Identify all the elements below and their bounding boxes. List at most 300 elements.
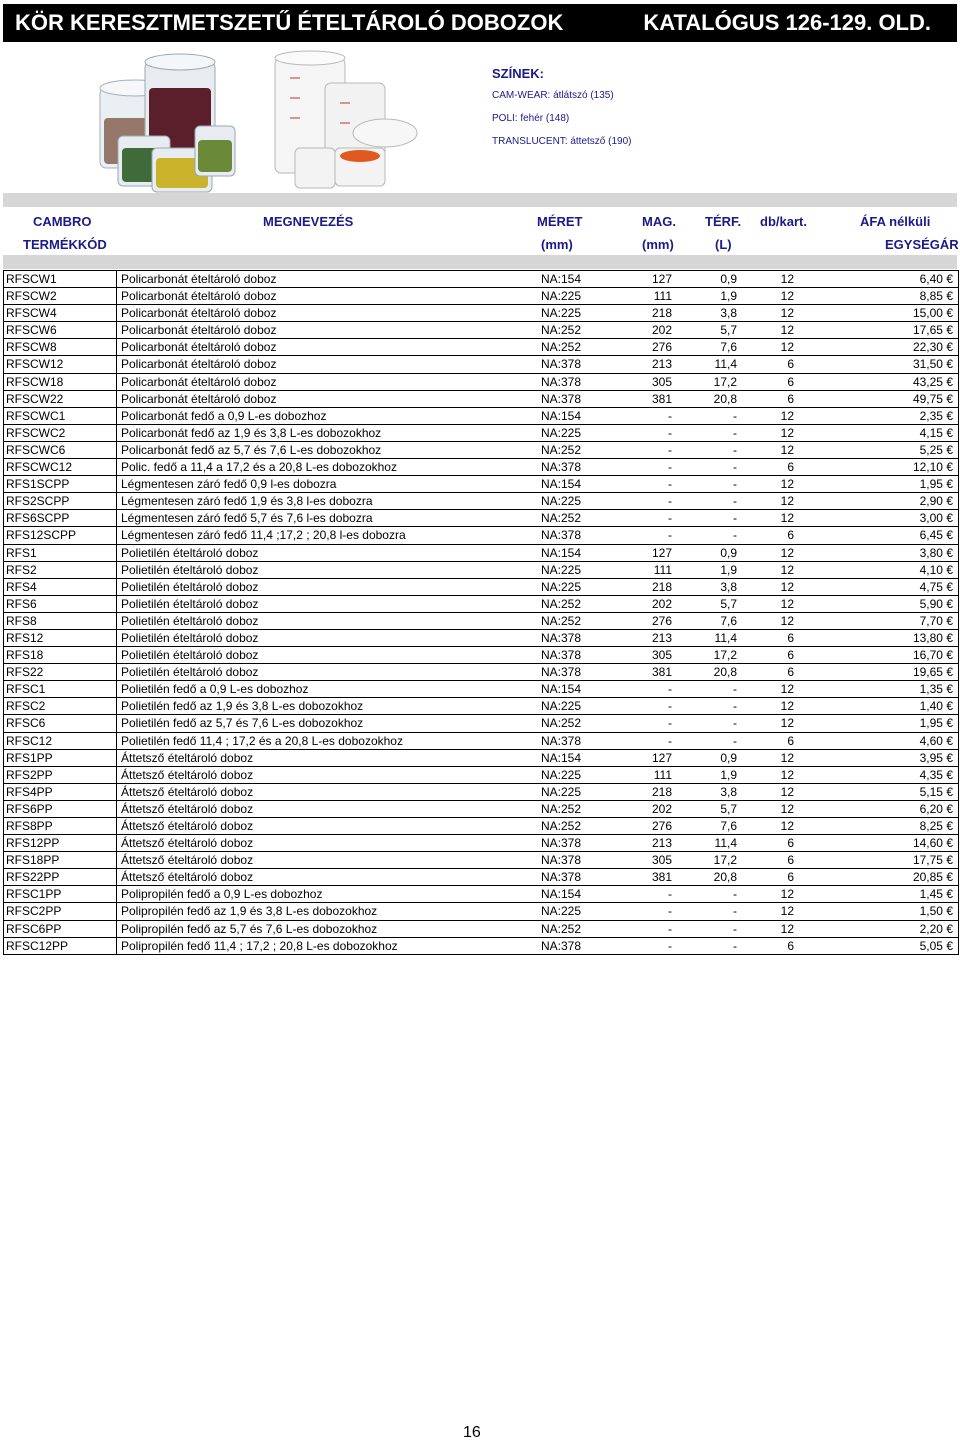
product-size: NA:225 xyxy=(541,562,582,577)
table-row xyxy=(4,425,958,442)
unit-price: 49,75 € xyxy=(912,391,953,406)
product-volume: - xyxy=(733,442,737,457)
product-height: - xyxy=(668,887,672,902)
product-volume: 11,4 xyxy=(714,630,737,645)
product-size: NA:378 xyxy=(541,853,582,868)
unit-price: 3,80 € xyxy=(919,545,953,560)
product-size: NA:252 xyxy=(541,819,582,833)
product-volume: 1,9 xyxy=(720,289,737,304)
column-header-vol-2: (L) xyxy=(715,237,732,252)
white-container-small-tomatoes xyxy=(335,148,385,186)
product-name: Áttetsző ételtároló doboz xyxy=(121,853,254,868)
unit-price: 20,85 € xyxy=(912,870,953,885)
column-header-mag-1: MAG. xyxy=(642,214,676,229)
product-code: RFS18PP xyxy=(4,852,117,868)
product-code: RFS2SCPP xyxy=(4,493,117,509)
product-height: 127 xyxy=(651,750,672,765)
product-name: Policarbonát ételtároló doboz xyxy=(121,340,277,355)
table-row xyxy=(4,801,958,818)
pieces-per-carton: 12 xyxy=(780,579,794,594)
table-row xyxy=(4,442,958,459)
product-height: 213 xyxy=(651,836,672,851)
pieces-per-carton: 12 xyxy=(780,819,794,833)
product-code: RFSC6 xyxy=(4,715,117,731)
unit-price: 5,25 € xyxy=(919,442,953,457)
product-code: RFS22 xyxy=(4,664,117,680)
unit-price: 17,75 € xyxy=(912,853,953,868)
pieces-per-carton: 6 xyxy=(787,391,794,406)
table-row xyxy=(4,510,958,527)
product-size: NA:378 xyxy=(541,357,582,372)
pieces-per-carton: 12 xyxy=(780,545,794,560)
product-volume: - xyxy=(733,511,737,526)
pieces-per-carton: 12 xyxy=(780,613,794,628)
product-height: 218 xyxy=(651,579,672,594)
product-size: NA:225 xyxy=(541,494,582,509)
column-header-code-2: TERMÉKKÓD xyxy=(23,237,107,252)
product-volume: - xyxy=(733,460,737,475)
unit-price: 2,90 € xyxy=(919,494,953,509)
unit-price: 4,60 € xyxy=(919,733,953,748)
product-code: RFSCWC1 xyxy=(4,408,117,424)
pieces-per-carton: 12 xyxy=(780,921,794,936)
product-code: RFSC2PP xyxy=(4,903,117,919)
product-name: Policarbonát ételtároló doboz xyxy=(121,391,277,406)
title-banner xyxy=(3,4,957,42)
product-size: NA:154 xyxy=(541,477,582,492)
product-height: - xyxy=(668,425,672,440)
unit-price: 1,95 € xyxy=(919,477,953,492)
product-height: - xyxy=(668,716,672,731)
product-volume: 0,9 xyxy=(720,545,737,560)
table-row xyxy=(4,886,958,903)
product-size: NA:378 xyxy=(541,836,582,851)
unit-price: 15,00 € xyxy=(912,306,953,321)
table-row xyxy=(4,835,958,852)
table-row xyxy=(4,681,958,698)
product-code: RFS4 xyxy=(4,579,117,595)
product-size: NA:252 xyxy=(541,716,582,731)
product-height: 202 xyxy=(651,323,672,338)
product-size: NA:225 xyxy=(541,425,582,440)
white-container-lid xyxy=(353,119,417,147)
product-name: Polietilén fedő 11,4 ; 17,2 és a 20,8 L-es dobozokhoz xyxy=(121,733,403,748)
product-code: RFS8PP xyxy=(4,818,117,834)
product-volume: 1,9 xyxy=(720,767,737,782)
product-size: NA:225 xyxy=(541,904,582,919)
unit-price: 4,35 € xyxy=(919,767,953,782)
product-height: - xyxy=(668,460,672,475)
product-size: NA:378 xyxy=(541,665,582,680)
product-code: RFSCW12 xyxy=(4,356,117,372)
table-row xyxy=(4,391,958,408)
product-height: 305 xyxy=(651,648,672,663)
table-row xyxy=(4,852,958,869)
table-row xyxy=(4,322,958,339)
table-row xyxy=(4,596,958,613)
unit-price: 4,15 € xyxy=(919,425,953,440)
product-name: Policarbonát fedő az 5,7 és 7,6 L-es dobozokhoz xyxy=(121,442,382,457)
product-volume: - xyxy=(733,716,737,731)
product-code: RFS12SCPP xyxy=(4,527,117,543)
product-size: NA:154 xyxy=(541,682,582,697)
product-volume: 17,2 xyxy=(713,648,737,663)
header-band-top xyxy=(3,193,957,207)
product-volume: 11,4 xyxy=(714,357,737,372)
pieces-per-carton: 12 xyxy=(780,306,794,321)
product-name: Légmentesen záró fedő 1,9 és 3,8 l-es dobozra xyxy=(121,494,373,509)
white-container-small xyxy=(295,148,335,188)
product-height: 381 xyxy=(651,391,672,406)
product-size: NA:252 xyxy=(541,801,582,816)
product-size: NA:252 xyxy=(541,596,582,611)
product-name: Polipropilén fedő az 1,9 és 3,8 L-es dobozokhoz xyxy=(121,904,378,919)
product-volume: 7,6 xyxy=(720,613,737,628)
table-row xyxy=(4,613,958,630)
table-row xyxy=(4,476,958,493)
product-volume: 11,4 xyxy=(714,836,737,851)
product-volume: 0,9 xyxy=(720,750,737,765)
table-header xyxy=(3,193,957,269)
table-row xyxy=(4,305,958,322)
table-row xyxy=(4,579,958,596)
product-volume: 5,7 xyxy=(720,323,737,338)
unit-price: 1,45 € xyxy=(919,887,953,902)
product-code: RFSCW4 xyxy=(4,305,117,321)
product-height: 111 xyxy=(653,562,672,577)
unit-price: 14,60 € xyxy=(912,836,953,851)
product-volume: 1,9 xyxy=(720,562,737,577)
product-height: 127 xyxy=(651,272,672,286)
product-size: NA:378 xyxy=(541,528,582,543)
pieces-per-carton: 6 xyxy=(787,870,794,885)
product-size: NA:378 xyxy=(541,391,582,406)
unit-price: 22,30 € xyxy=(912,340,953,355)
unit-price: 5,15 € xyxy=(919,784,953,799)
table-row xyxy=(4,818,958,835)
table-row xyxy=(4,921,958,938)
product-code: RFSC1PP xyxy=(4,886,117,902)
product-code: RFS18 xyxy=(4,647,117,663)
table-row xyxy=(4,545,958,562)
pieces-per-carton: 12 xyxy=(780,289,794,304)
pieces-per-carton: 12 xyxy=(780,716,794,731)
table-row xyxy=(4,356,958,373)
product-code: RFS6 xyxy=(4,596,117,612)
table-row xyxy=(4,647,958,664)
product-code: RFSCWC12 xyxy=(4,459,117,475)
product-size: NA:225 xyxy=(541,699,582,714)
table-row xyxy=(4,459,958,476)
product-code: RFSC2 xyxy=(4,698,117,714)
pieces-per-carton: 12 xyxy=(780,425,794,440)
color-option: TRANSLUCENT: áttetsző (190) xyxy=(492,136,632,147)
unit-price: 2,20 € xyxy=(919,921,953,936)
product-height: 218 xyxy=(651,784,672,799)
unit-price: 1,50 € xyxy=(919,904,953,919)
product-code: RFSCWC2 xyxy=(4,425,117,441)
pieces-per-carton: 12 xyxy=(780,596,794,611)
column-header-size-2: (mm) xyxy=(541,237,573,252)
product-height: 111 xyxy=(653,289,672,304)
catalog-reference: KATALÓGUS 126-129. OLD. xyxy=(643,10,931,35)
product-size: NA:154 xyxy=(541,408,582,423)
product-height: - xyxy=(668,938,672,953)
product-volume: - xyxy=(733,425,737,440)
product-name: Áttetsző ételtároló doboz xyxy=(121,750,254,765)
unit-price: 8,25 € xyxy=(919,819,953,833)
product-name: Polietilén ételtároló doboz xyxy=(121,613,259,628)
product-size: NA:252 xyxy=(541,442,582,457)
table-row xyxy=(4,938,958,955)
product-height: 305 xyxy=(651,853,672,868)
product-name: Policarbonát ételtároló doboz xyxy=(121,272,277,286)
product-name: Polipropilén fedő az 5,7 és 7,6 L-es dobozokhoz xyxy=(121,921,378,936)
unit-price: 19,65 € xyxy=(912,665,953,680)
product-name: Policarbonát ételtároló doboz xyxy=(121,289,277,304)
product-name: Áttetsző ételtároló doboz xyxy=(121,870,254,885)
product-height: 218 xyxy=(651,306,672,321)
product-volume: - xyxy=(733,494,737,509)
unit-price: 1,35 € xyxy=(919,682,953,697)
pieces-per-carton: 12 xyxy=(780,801,794,816)
product-name: Policarbonát ételtároló doboz xyxy=(121,357,277,372)
table-row xyxy=(4,527,958,544)
pieces-per-carton: 12 xyxy=(780,887,794,902)
product-height: 276 xyxy=(651,819,672,833)
unit-price: 31,50 € xyxy=(912,357,953,372)
pieces-per-carton: 12 xyxy=(780,682,794,697)
product-height: 305 xyxy=(651,374,672,389)
product-name: Polietilén fedő az 5,7 és 7,6 L-es dobozokhoz xyxy=(121,716,364,731)
color-option: POLI: fehér (148) xyxy=(492,113,570,124)
product-code: RFS6SCPP xyxy=(4,510,117,526)
product-height: - xyxy=(668,921,672,936)
product-size: NA:252 xyxy=(541,511,582,526)
pieces-per-carton: 6 xyxy=(787,853,794,868)
pieces-per-carton: 12 xyxy=(780,562,794,577)
product-height: - xyxy=(668,494,672,509)
product-code: RFSCW8 xyxy=(4,339,117,355)
product-size: NA:225 xyxy=(541,767,582,782)
product-height: - xyxy=(668,682,672,697)
color-option: CAM-WEAR: átlátszó (135) xyxy=(492,90,614,101)
page-title: KÖR KERESZTMETSZETŰ ÉTELTÁROLÓ DOBOZOK xyxy=(15,10,564,35)
unit-price: 8,85 € xyxy=(919,289,953,304)
unit-price: 6,40 € xyxy=(919,272,953,286)
product-size: NA:154 xyxy=(541,272,582,286)
table-row xyxy=(4,374,958,391)
product-code: RFS2 xyxy=(4,562,117,578)
unit-price: 5,05 € xyxy=(919,938,953,953)
product-name: Policarbonát fedő az 1,9 és 3,8 L-es dobozokhoz xyxy=(121,425,382,440)
product-name: Légmentesen záró fedő 11,4 ;17,2 ; 20,8 l-es dobozra xyxy=(121,528,406,543)
product-volume: 0,9 xyxy=(720,272,737,286)
product-volume: - xyxy=(733,408,737,423)
table-row xyxy=(4,715,958,732)
table-row xyxy=(4,408,958,425)
product-size: NA:378 xyxy=(541,938,582,953)
product-name: Áttetsző ételtároló doboz xyxy=(121,784,254,799)
product-height: 381 xyxy=(651,665,672,680)
pieces-per-carton: 12 xyxy=(780,750,794,765)
product-height: 213 xyxy=(651,630,672,645)
column-header-code-1: CAMBRO xyxy=(33,214,92,229)
product-size: NA:378 xyxy=(541,648,582,663)
product-height: - xyxy=(668,511,672,526)
product-height: - xyxy=(668,528,672,543)
product-height: 381 xyxy=(651,870,672,885)
product-size: NA:252 xyxy=(541,340,582,355)
product-code: RFS12 xyxy=(4,630,117,646)
unit-price: 6,45 € xyxy=(919,528,953,543)
pieces-per-carton: 12 xyxy=(780,494,794,509)
table-row xyxy=(4,630,958,647)
product-name: Polietilén ételtároló doboz xyxy=(121,545,259,560)
pieces-per-carton: 12 xyxy=(780,784,794,799)
table-row xyxy=(4,767,958,784)
product-size: NA:378 xyxy=(541,870,582,885)
pieces-per-carton: 6 xyxy=(787,374,794,389)
pieces-per-carton: 12 xyxy=(780,340,794,355)
product-size: NA:252 xyxy=(541,921,582,936)
product-name: Polietilén ételtároló doboz xyxy=(121,648,259,663)
product-name: Polipropilén fedő a 0,9 L-es dobozhoz xyxy=(121,887,323,902)
product-size: NA:154 xyxy=(541,887,582,902)
column-header-size-1: MÉRET xyxy=(537,214,583,229)
product-volume: 17,2 xyxy=(713,853,737,868)
product-code: RFS12PP xyxy=(4,835,117,851)
product-code: RFSCW1 xyxy=(4,271,117,287)
product-height: - xyxy=(668,904,672,919)
product-name: Policarbonát ételtároló doboz xyxy=(121,323,277,338)
product-volume: - xyxy=(733,682,737,697)
unit-price: 3,95 € xyxy=(919,750,953,765)
table-row xyxy=(4,784,958,801)
product-volume: - xyxy=(733,733,737,748)
pieces-per-carton: 12 xyxy=(780,408,794,423)
product-volume: - xyxy=(733,699,737,714)
pieces-per-carton: 12 xyxy=(780,477,794,492)
product-size: NA:252 xyxy=(541,613,582,628)
product-name: Áttetsző ételtároló doboz xyxy=(121,819,254,833)
pieces-per-carton: 6 xyxy=(787,836,794,851)
product-code: RFS1PP xyxy=(4,750,117,766)
product-volume: 3,8 xyxy=(720,784,737,799)
page-number: 16 xyxy=(463,1424,481,1441)
product-name: Áttetsző ételtároló doboz xyxy=(121,767,254,782)
product-code: RFS22PP xyxy=(4,869,117,885)
pieces-per-carton: 12 xyxy=(780,272,794,286)
product-name: Polietilén ételtároló doboz xyxy=(121,665,259,680)
pieces-per-carton: 6 xyxy=(787,938,794,953)
product-volume: 3,8 xyxy=(720,579,737,594)
table-row xyxy=(4,733,958,750)
product-size: NA:225 xyxy=(541,579,582,594)
product-volume: 5,7 xyxy=(720,596,737,611)
pieces-per-carton: 12 xyxy=(780,904,794,919)
product-code: RFS2PP xyxy=(4,767,117,783)
product-name: Polietilén fedő a 0,9 L-es dobozhoz xyxy=(121,682,309,697)
column-header-price-2: EGYSÉGÁR xyxy=(885,237,959,252)
product-name: Polipropilén fedő 11,4 ; 17,2 ; 20,8 L-es dobozokhoz xyxy=(121,938,398,953)
product-name: Áttetsző ételtároló doboz xyxy=(121,836,254,851)
product-volume: 20,8 xyxy=(713,665,737,680)
unit-price: 1,95 € xyxy=(919,716,953,731)
table-row xyxy=(4,750,958,767)
product-height: 111 xyxy=(653,767,672,782)
product-size: NA:225 xyxy=(541,784,582,799)
unit-price: 6,20 € xyxy=(919,801,953,816)
product-volume: - xyxy=(733,904,737,919)
product-volume: - xyxy=(733,477,737,492)
product-height: - xyxy=(668,477,672,492)
product-volume: - xyxy=(733,528,737,543)
pieces-per-carton: 6 xyxy=(787,460,794,475)
product-name: Áttetsző ételtároló doboz xyxy=(121,801,254,816)
product-code: RFSCW18 xyxy=(4,374,117,390)
product-name: Polietilén ételtároló doboz xyxy=(121,630,259,645)
product-volume: 20,8 xyxy=(713,391,737,406)
unit-price: 7,70 € xyxy=(919,613,953,628)
product-volume: 7,6 xyxy=(720,340,737,355)
product-height: - xyxy=(668,699,672,714)
pieces-per-carton: 12 xyxy=(780,511,794,526)
table-row xyxy=(4,271,958,288)
product-code: RFS1SCPP xyxy=(4,476,117,492)
product-code: RFS6PP xyxy=(4,801,117,817)
product-volume: 3,8 xyxy=(720,306,737,321)
product-height: - xyxy=(668,733,672,748)
pieces-per-carton: 12 xyxy=(780,767,794,782)
product-height: 213 xyxy=(651,357,672,372)
colors-legend xyxy=(492,66,632,158)
pieces-per-carton: 6 xyxy=(787,528,794,543)
table-row xyxy=(4,288,958,305)
product-code: RFS1 xyxy=(4,545,117,561)
unit-price: 2,35 € xyxy=(919,408,953,423)
product-size: NA:378 xyxy=(541,733,582,748)
unit-price: 12,10 € xyxy=(912,460,953,475)
pieces-per-carton: 12 xyxy=(780,442,794,457)
table-row xyxy=(4,562,958,579)
product-code: RFSCW2 xyxy=(4,288,117,304)
product-size: NA:378 xyxy=(541,374,582,389)
product-volume: 5,7 xyxy=(720,801,737,816)
column-header-vol-1: TÉRF. xyxy=(705,214,742,229)
product-size: NA:154 xyxy=(541,545,582,560)
price-table xyxy=(3,270,959,955)
product-volume: - xyxy=(733,887,737,902)
pieces-per-carton: 6 xyxy=(787,665,794,680)
product-size: NA:154 xyxy=(541,750,582,765)
unit-price: 13,80 € xyxy=(912,630,953,645)
product-size: NA:225 xyxy=(541,306,582,321)
clear-container-greens xyxy=(195,126,235,176)
product-code: RFSC1 xyxy=(4,681,117,697)
product-code: RFS8 xyxy=(4,613,117,629)
pieces-per-carton: 6 xyxy=(787,630,794,645)
product-size: NA:252 xyxy=(541,323,582,338)
pieces-per-carton: 12 xyxy=(780,699,794,714)
table-row xyxy=(4,339,958,356)
colors-title: SZÍNEK: xyxy=(492,66,544,81)
product-name: Polietilén ételtároló doboz xyxy=(121,596,259,611)
product-size: NA:225 xyxy=(541,289,582,304)
product-code: RFSC6PP xyxy=(4,921,117,937)
product-volume: 17,2 xyxy=(713,374,737,389)
product-height: - xyxy=(668,408,672,423)
